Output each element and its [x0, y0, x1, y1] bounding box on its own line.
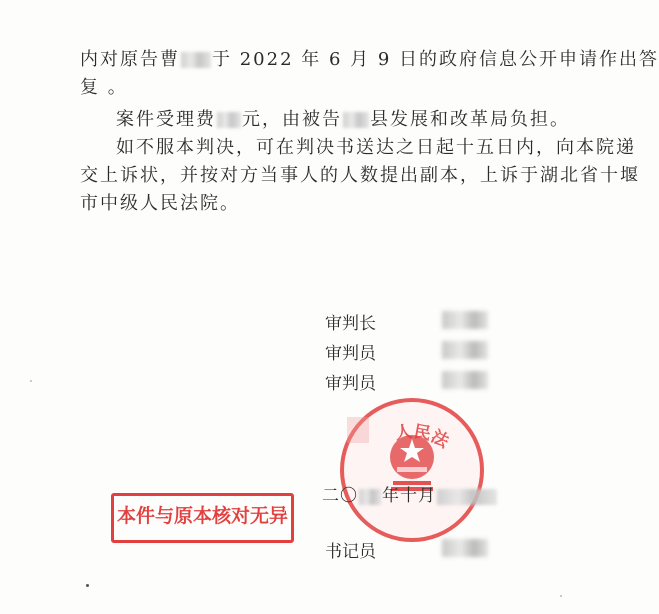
body-line-1	[80, 49, 659, 71]
body-line-3	[116, 109, 570, 131]
court-seal	[337, 395, 487, 545]
body-text: 元，由被告	[242, 109, 342, 130]
redacted-county	[343, 112, 369, 128]
body-line-2	[80, 77, 128, 99]
body-text: 于 2022 年 6 月 9 日的政府信息公开申请作出答	[212, 49, 659, 70]
seal-redaction	[347, 417, 369, 443]
judge-1-label: 审判员	[325, 344, 376, 364]
scan-speck	[560, 595, 562, 597]
body-line-6	[80, 193, 240, 215]
chief-judge-name	[442, 311, 488, 329]
seal-text: 人民法	[393, 421, 453, 453]
copy-verification-stamp: 本件与原本核对无异	[111, 493, 294, 543]
judgment-date	[322, 481, 498, 506]
body-text: 内对原告曹	[80, 49, 180, 70]
redacted-name	[181, 52, 211, 68]
scan-speck	[30, 380, 32, 382]
judge-2-name	[442, 371, 488, 389]
body-text: 市中级人民法院。	[80, 193, 240, 214]
redacted-year	[359, 489, 381, 505]
clerk-name	[442, 539, 488, 557]
redacted-day	[437, 489, 497, 505]
chief-judge-label: 审判长	[325, 314, 376, 334]
body-text: 案件受理费	[116, 109, 216, 130]
body-line-4	[116, 137, 636, 159]
body-text: 如不服本判决，可在判决书送达之日起十五日内，向本院递	[116, 137, 636, 158]
body-text: 交上诉状，并按对方当事人的人数提出副本，上诉于湖北省十堰	[80, 165, 640, 186]
judge-2-label: 审判员	[325, 374, 376, 394]
clerk-label: 书记员	[325, 542, 376, 562]
judge-1-name	[442, 341, 488, 359]
body-text: 县发展和改革局负担。	[370, 109, 570, 130]
date-mid: 年十月	[382, 486, 436, 506]
scan-speck	[86, 584, 89, 587]
body-line-5	[80, 165, 640, 187]
date-prefix: 二〇	[322, 486, 358, 506]
body-text: 复 。	[80, 77, 128, 98]
redacted-amount	[217, 112, 241, 128]
